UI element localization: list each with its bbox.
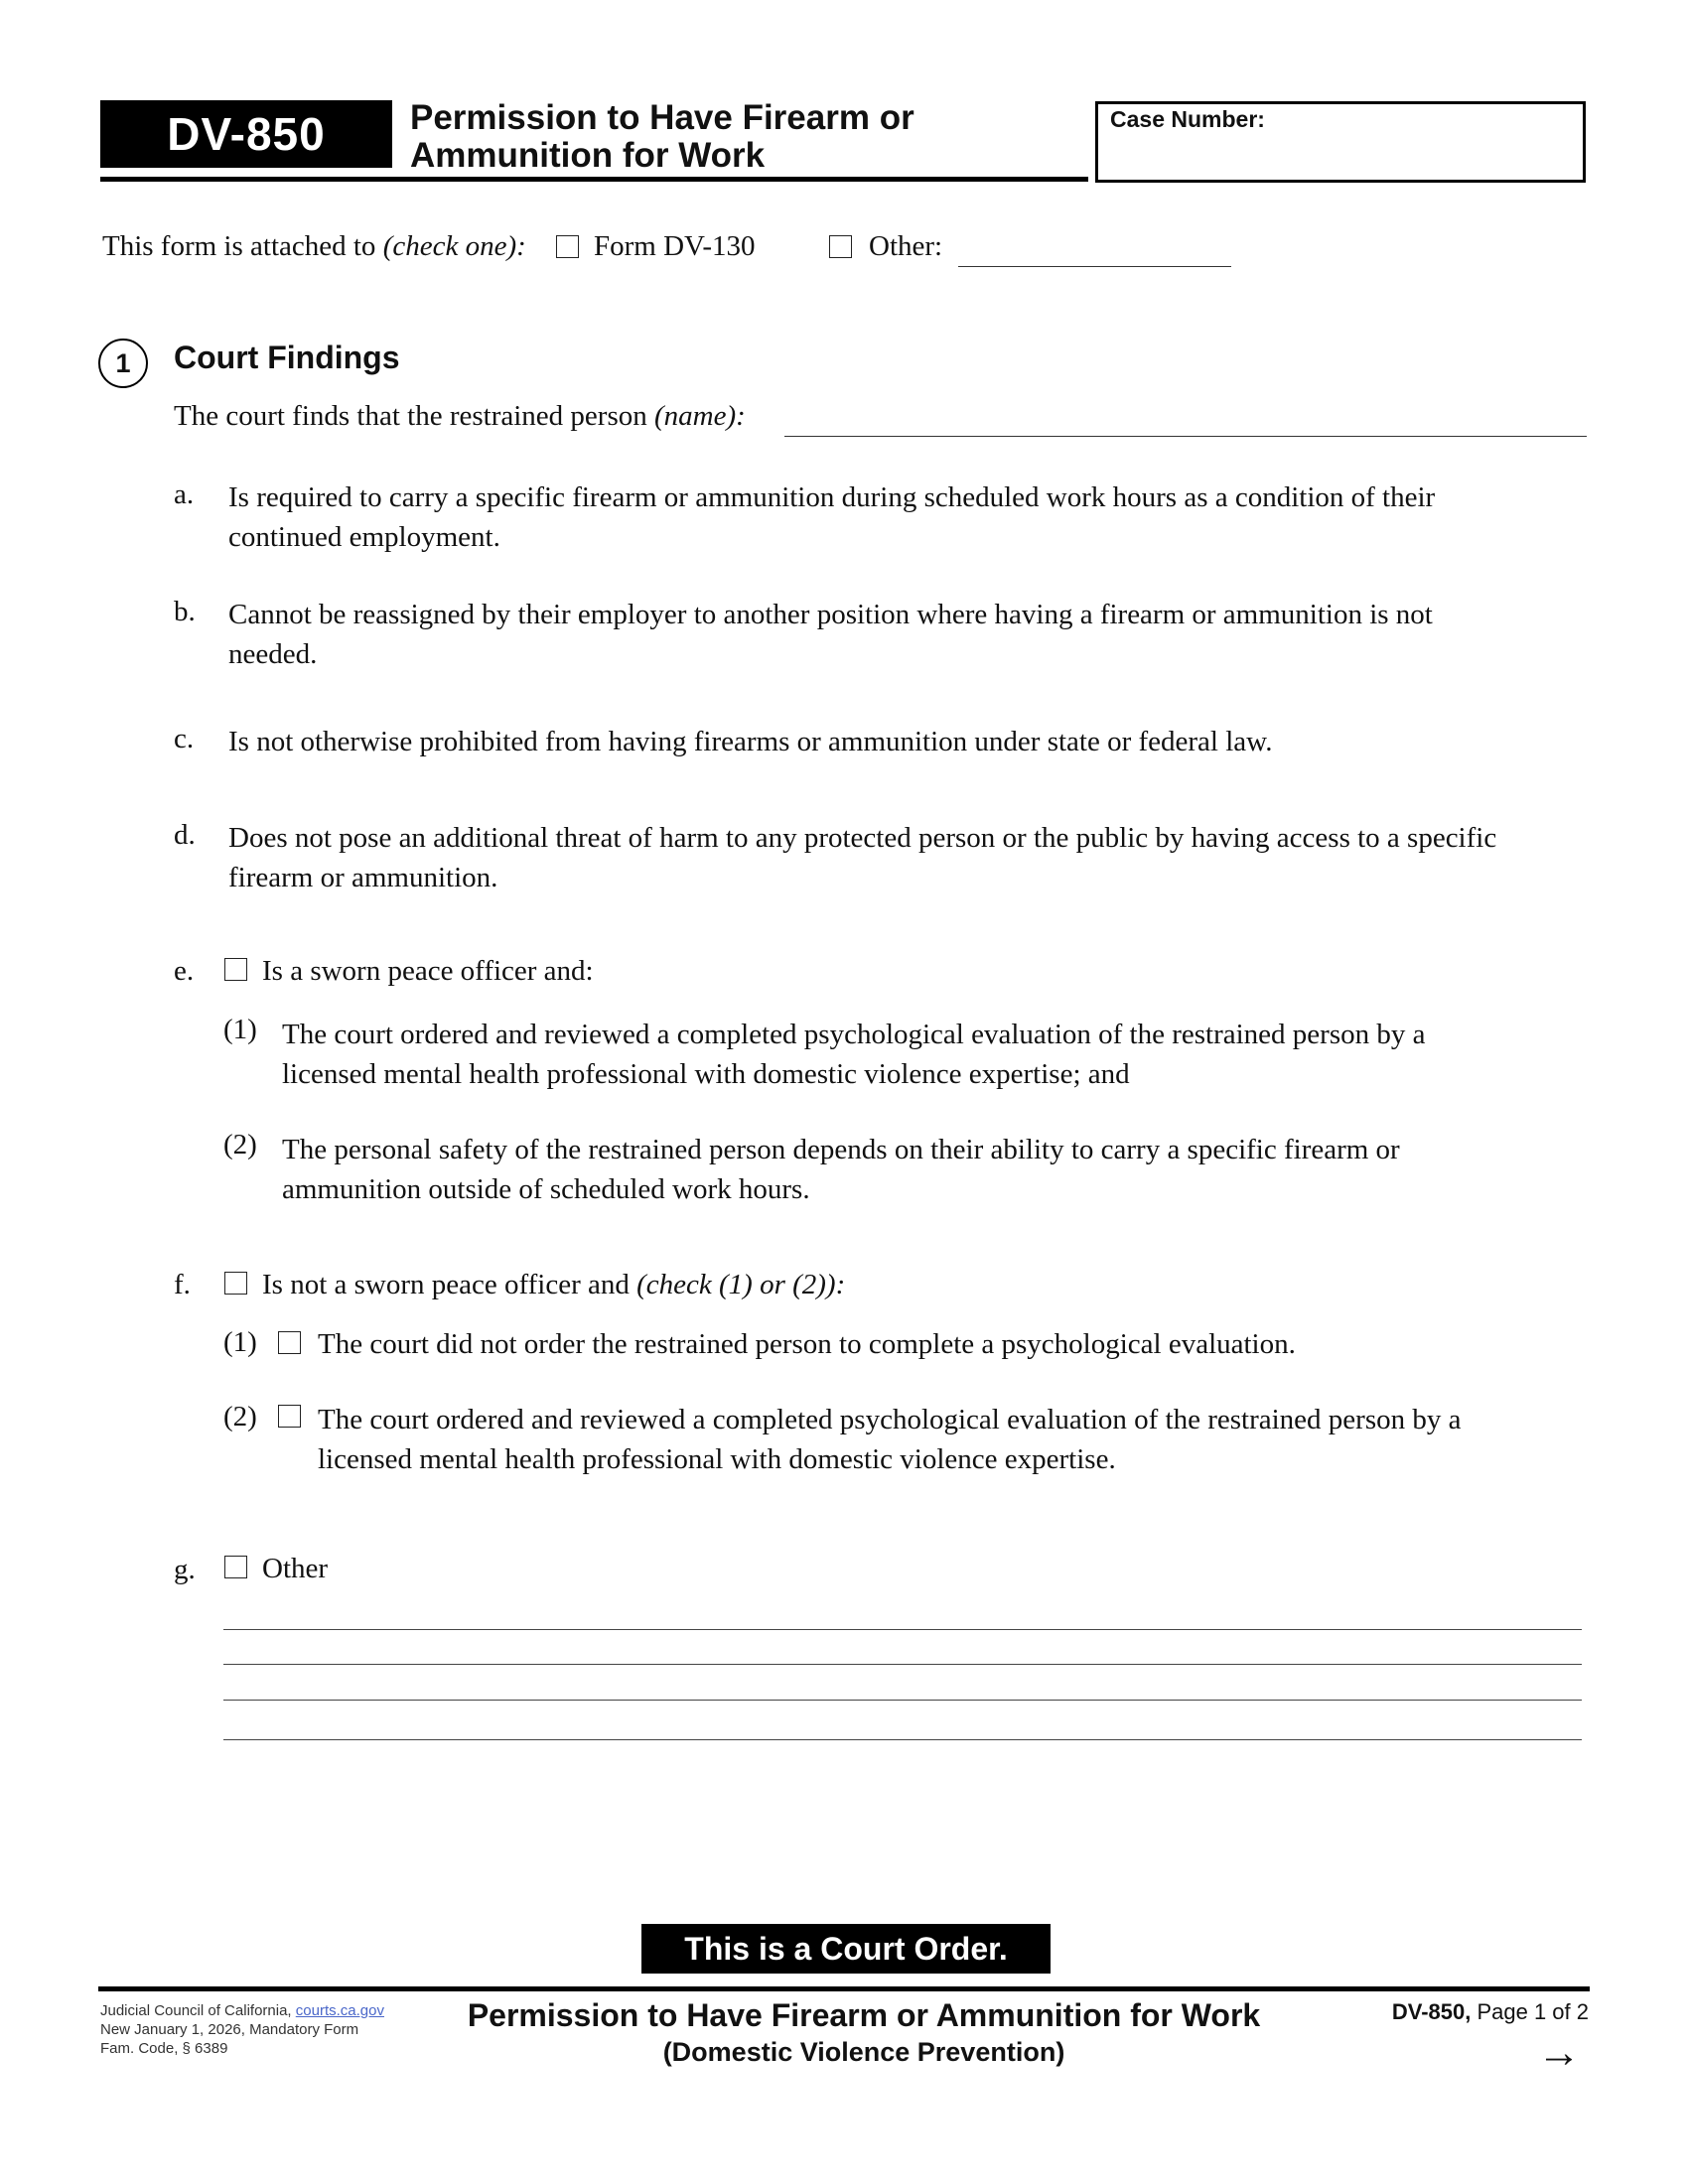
item-f2-text: [318, 1400, 1462, 1479]
item-f1-text: [318, 1324, 1296, 1364]
other-explanation-line[interactable]: [223, 1700, 1582, 1701]
item-f-letter: f.: [174, 1269, 191, 1300]
item-g-checkbox[interactable]: [224, 1556, 247, 1578]
item-f-text-main: Is not a sworn peace officer and: [262, 1269, 637, 1300]
item-e-letter: e.: [174, 955, 195, 987]
form-dv130-checkbox[interactable]: [556, 235, 579, 258]
footer-publisher: [100, 2001, 428, 2058]
courts-website-link[interactable]: courts.ca.gov: [295, 2002, 384, 2019]
item-c-line1: Is not otherwise prohibited from having firearms or ammunition under state or federal law.: [228, 726, 1273, 757]
other-form-input[interactable]: [958, 266, 1231, 267]
header-rule: [100, 177, 1088, 182]
item-f2-line1: The court ordered and reviewed a completed psychological evaluation of the restrained person by a: [318, 1404, 1462, 1435]
footer-form-title: Permission to Have Firearm or Ammunition for Work: [467, 1997, 1261, 2033]
item-f2-number: (2): [223, 1401, 257, 1433]
item-d-letter: d.: [174, 819, 196, 851]
other-explanation-line[interactable]: [223, 1739, 1582, 1740]
item-e2-text: [282, 1130, 1400, 1209]
item-a-line1: Is required to carry a specific firearm or ammunition during scheduled work hours as a condition of their: [228, 481, 1436, 513]
form-title: [410, 99, 966, 175]
case-number-field[interactable]: [1095, 101, 1586, 183]
item-c-letter: c.: [174, 723, 195, 754]
item-f-text-italic: (check (1) or (2)):: [636, 1269, 846, 1300]
item-a-line2: continued employment.: [228, 521, 500, 553]
item-e1-number: (1): [223, 1014, 257, 1045]
restrained-person-name-input[interactable]: [784, 436, 1587, 437]
form-title-line1: Permission to Have Firearm or: [410, 98, 914, 137]
item-f-checkbox[interactable]: [224, 1272, 247, 1295]
attachment-prefix: [102, 226, 526, 266]
form-id-badge: DV-850: [100, 100, 392, 168]
restrained-person-intro-text: The court finds that the restrained person: [174, 400, 654, 432]
item-e2-line1: The personal safety of the restrained person depends on their ability to carry a specific firearm or: [282, 1134, 1400, 1165]
footer-effective-date: New January 1, 2026, Mandatory Form: [100, 2021, 359, 2038]
attachment-instruction: (check one):: [382, 230, 526, 262]
court-order-banner: This is a Court Order.: [641, 1924, 1051, 1974]
item-a-letter: a.: [174, 478, 195, 510]
restrained-person-intro-italic: (name):: [653, 400, 746, 432]
item-g-text: Other: [262, 1553, 329, 1584]
form-title-line2: Ammunition for Work: [410, 136, 766, 175]
item-e-checkbox[interactable]: [224, 958, 247, 981]
item-f2-line2: licensed mental health professional with domestic violence expertise.: [318, 1443, 1116, 1475]
item-g-letter: g.: [174, 1554, 196, 1585]
item-f1-checkbox[interactable]: [278, 1331, 301, 1354]
item-b-text: [228, 595, 1433, 674]
footer-council-text: Judicial Council of California,: [100, 2002, 296, 2019]
item-e-text: Is a sworn peace officer and:: [262, 955, 594, 987]
restrained-person-intro: [174, 396, 746, 436]
section-title: Court Findings: [174, 340, 400, 375]
next-page-arrow-icon: →: [1537, 2028, 1581, 2077]
item-b-line1: Cannot be reassigned by their employer to another position where having a firearm or ammunition is not: [228, 599, 1433, 630]
footer-form-number: DV-850,: [1391, 1999, 1472, 2024]
case-number-label: Case Number:: [1110, 106, 1265, 132]
item-d-line1: Does not pose an additional threat of harm to any protected person or the public by having access to a specific: [228, 822, 1497, 854]
item-d-text: [228, 818, 1496, 897]
item-e1-text: [282, 1015, 1426, 1094]
item-b-letter: b.: [174, 596, 196, 627]
item-f1-number: (1): [223, 1326, 257, 1358]
form-dv130-label: Form DV-130: [594, 230, 756, 262]
item-e2-number: (2): [223, 1129, 257, 1160]
attachment-prefix-text: This form is attached to: [102, 230, 383, 262]
footer-council: [100, 2001, 428, 2020]
footer-form-subtitle: (Domestic Violence Prevention): [662, 2037, 1065, 2067]
item-f-text: [262, 1265, 845, 1304]
item-c-text: [228, 722, 1272, 761]
footer-legal-code: Fam. Code, § 6389: [100, 2040, 228, 2057]
item-f2-checkbox[interactable]: [278, 1405, 301, 1428]
other-form-label: Other:: [869, 230, 943, 262]
item-d-line2: firearm or ammunition.: [228, 862, 498, 893]
item-f1-line1: The court did not order the restrained person to complete a psychological evaluation.: [318, 1328, 1296, 1360]
item-e1-line1: The court ordered and reviewed a completed psychological evaluation of the restrained person by a: [282, 1019, 1426, 1050]
other-explanation-line[interactable]: [223, 1629, 1582, 1630]
item-e1-line2: licensed mental health professional with domestic violence expertise; and: [282, 1058, 1130, 1090]
other-form-checkbox[interactable]: [829, 235, 852, 258]
other-explanation-line[interactable]: [223, 1664, 1582, 1665]
footer-rule: [98, 1986, 1590, 1991]
section-number: 1: [98, 339, 148, 388]
item-e2-line2: ammunition outside of scheduled work hours.: [282, 1173, 810, 1205]
footer-page-text: Page 1 of 2: [1471, 1999, 1589, 2024]
footer-page-number: [1291, 1999, 1589, 2025]
item-a-text: [228, 478, 1435, 557]
item-b-line2: needed.: [228, 638, 318, 670]
